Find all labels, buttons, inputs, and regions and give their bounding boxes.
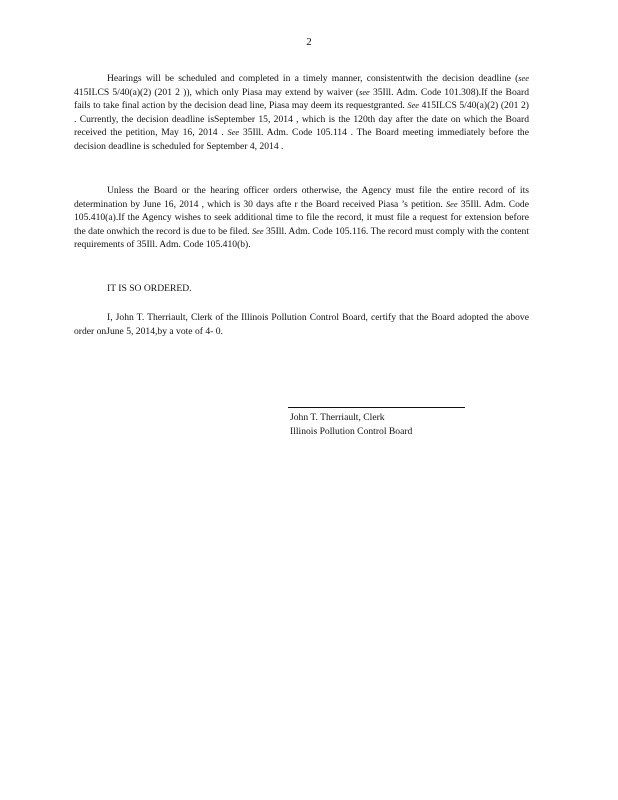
signatory-organization: Illinois Pollution Control Board bbox=[290, 426, 413, 437]
record-text-3: 35Ill. Adm. Code 105.116. The record must comply with the content requirements of 35Ill. Adm. Code 105.410(b). bbox=[74, 225, 529, 251]
citation-signal: See bbox=[407, 101, 420, 111]
signature-line bbox=[288, 407, 465, 408]
signatory-name: John T. Therriault, Clerk bbox=[290, 412, 385, 423]
ordered-paragraph: IT IS SO ORDERED. bbox=[107, 283, 192, 294]
hearings-paragraph bbox=[74, 72, 529, 154]
hearings-text-2: 415ILCS 5/40(a)(2) (201 2 )), which only Piasa may extend by waiver ( bbox=[74, 86, 360, 98]
record-paragraph bbox=[74, 184, 529, 252]
citation-signal: See bbox=[227, 128, 240, 138]
hearings-text-4: 415ILCS 5/40(a)(2) (201 2) . Currently, the decision deadline isSeptember 15, 2014 , which is the 120th day after the date on which the Board received the petition, May 16, 2014 . bbox=[74, 100, 529, 139]
citation-signal: see bbox=[359, 87, 370, 97]
hearings-text-5: 35Ill. Adm. Code 105.114 . The Board meeting immediately before the decision deadline is scheduled for September 4, 2014 . bbox=[74, 127, 529, 152]
hearings-text-3: 35Ill. Adm. Code 101.308).If the Board fails to take final action by the decision dead line, Piasa may deem its requestgranted. bbox=[74, 86, 529, 112]
citation-signal: see bbox=[518, 74, 529, 83]
certification-paragraph: I, John T. Therriault, Clerk of the Illinois Pollution Control Board, certify that the Board adopted the above order onJune 5, 2014,by a vote of 4- 0. bbox=[74, 312, 529, 337]
citation-signal: See bbox=[445, 199, 458, 209]
record-text-2: 35Ill. Adm. Code 105.410(a).If the Agency wishes to seek additional time to file the record, it must file a request for extension before the date onwhich the record is due to be filed. bbox=[74, 198, 529, 237]
record-text-1: Unless the Board or the hearing officer orders otherwise, the Agency must file the entire record of its determination by June 16, 2014 , which is 30 days afte r the Board received Piasa ’s petition. bbox=[74, 185, 529, 210]
citation-signal: See bbox=[251, 226, 264, 236]
page-number: 2 bbox=[306, 36, 312, 48]
hearings-text-1: Hearings will be scheduled and completed in a timely manner, consistentwith the decision deadline ( bbox=[107, 73, 519, 84]
